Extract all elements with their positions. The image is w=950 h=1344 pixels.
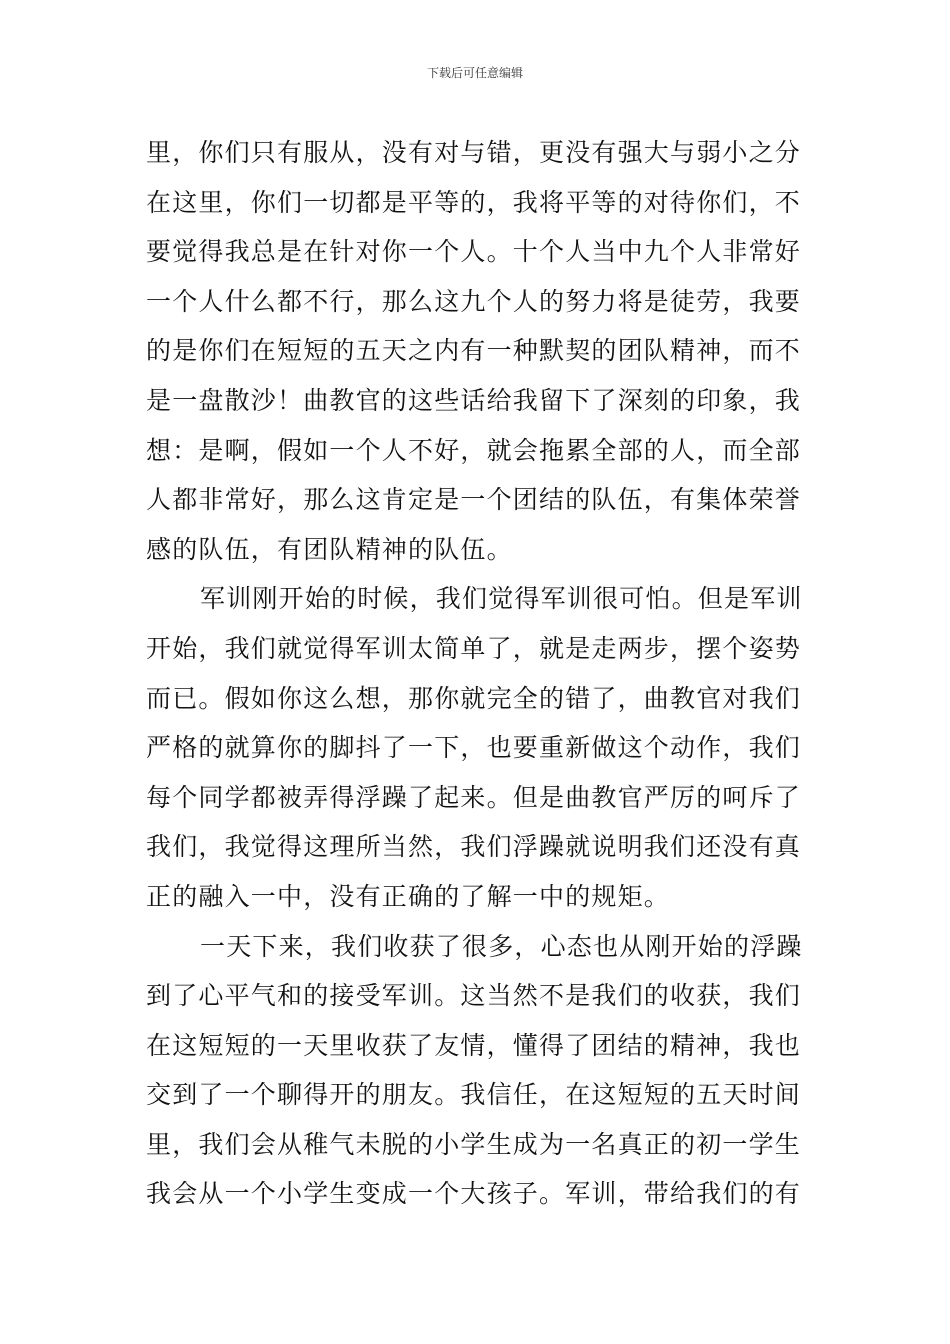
text-line: 在这里，你们一切都是平等的，我将平等的对待你们，不: [146, 187, 802, 217]
paragraph-start-line: 一天下来，我们收获了很多，心态也从刚开始的浮躁: [200, 931, 803, 961]
text-line: 感的队伍，有团队精神的队伍。: [146, 534, 513, 564]
text-line: 是一盘散沙！曲教官的这些话给我留下了深刻的印象，我: [146, 385, 802, 415]
paragraph-start-line: 军训刚开始的时候，我们觉得军训很可怕。但是军训: [200, 584, 803, 614]
text-line: 到了心平气和的接受军训。这当然不是我们的收获，我们: [146, 981, 802, 1011]
text-line: 里，我们会从稚气未脱的小学生成为一名真正的初一学生: [146, 1129, 802, 1159]
text-line: 我们，我觉得这理所当然，我们浮躁就说明我们还没有真: [146, 832, 802, 862]
text-line: 在这短短的一天里收获了友情，懂得了团结的精神，我也: [146, 1030, 802, 1060]
text-line: 交到了一个聊得开的朋友。我信任，在这短短的五天时间: [146, 1080, 802, 1110]
text-line: 每个同学都被弄得浮躁了起来。但是曲教官严厉的呵斥了: [146, 782, 802, 812]
text-line: 的是你们在短短的五天之内有一种默契的团队精神，而不: [146, 336, 802, 366]
text-line: 一个人什么都不行，那么这九个人的努力将是徒劳，我要: [146, 286, 802, 316]
text-line: 开始，我们就觉得军训太简单了，就是走两步，摆个姿势: [146, 633, 802, 663]
text-line: 而已。假如你这么想，那你就完全的错了，曲教官对我们: [146, 683, 802, 713]
page-header: 下载后可任意编辑: [426, 66, 523, 80]
text-line: 正的融入一中，没有正确的了解一中的规矩。: [146, 881, 671, 911]
text-line: 里，你们只有服从，没有对与错，更没有强大与弱小之分: [146, 138, 802, 167]
text-line: 想：是啊，假如一个人不好，就会拖累全部的人，而全部: [146, 435, 802, 465]
text-line: 严格的就算你的脚抖了一下，也要重新做这个动作，我们: [146, 733, 802, 763]
text-line: 我会从一个小学生变成一个大孩子。军训，带给我们的有: [146, 1179, 802, 1209]
text-line: 要觉得我总是在针对你一个人。十个人当中九个人非常好: [146, 237, 802, 267]
text-line: 人都非常好，那么这肯定是一个团结的队伍，有集体荣誉: [146, 485, 802, 515]
body-text: [146, 128, 816, 1219]
